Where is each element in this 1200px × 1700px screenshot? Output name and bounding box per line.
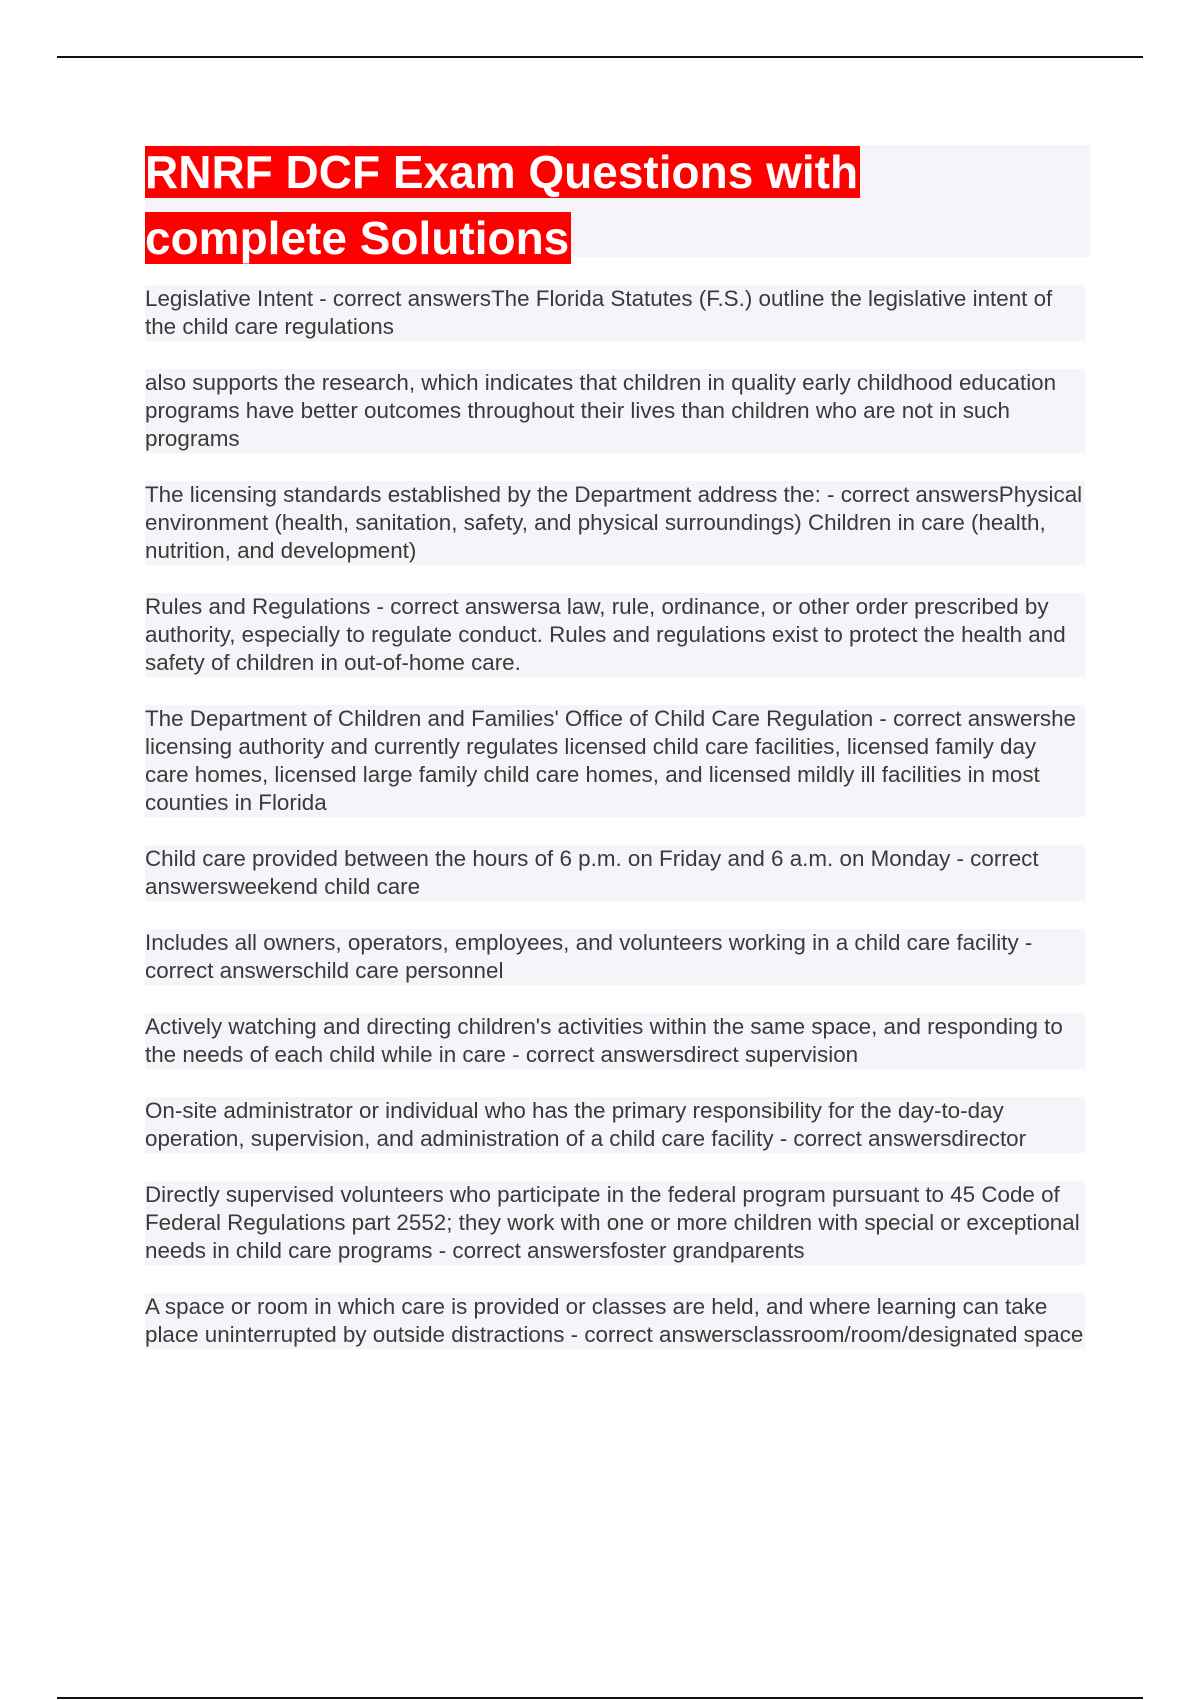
qa-entry: Rules and Regulations - correct answersa law, rule, ordinance, or other order prescribed by authority, especially to regulate conduct. Rules and regulations exist to protect the health and safety of children in out-of-home care. xyxy=(145,593,1085,677)
qa-entry: Child care provided between the hours of 6 p.m. on Friday and 6 a.m. on Monday - correct answersweekend child care xyxy=(145,845,1085,901)
footer-rule xyxy=(57,1697,1143,1699)
qa-entry: Directly supervised volunteers who participate in the federal program pursuant to 45 Code of Federal Regulations part 2552; they work with one or more children with special or exceptional needs in child care programs - correct answersfoster grandparents xyxy=(145,1181,1085,1265)
qa-entry: Includes all owners, operators, employees, and volunteers working in a child care facility - correct answerschild care personnel xyxy=(145,929,1085,985)
qa-entry: The Department of Children and Families' Office of Child Care Regulation - correct answershe licensing authority and currently regulates licensed child care facilities, licensed family day care homes, licensed large family child care homes, and licensed mildly ill facilities in most counties in Florida xyxy=(145,705,1085,817)
qa-entry: Legislative Intent - correct answersThe Florida Statutes (F.S.) outline the legislative intent of the child care regulations xyxy=(145,285,1085,341)
document-title: RNRF DCF Exam Questions with complete Solutions xyxy=(145,146,859,264)
qa-entry: On-site administrator or individual who has the primary responsibility for the day-to-day operation, supervision, and administration of a child care facility - correct answersdirector xyxy=(145,1097,1085,1153)
title-block xyxy=(145,145,1090,264)
header-rule xyxy=(57,56,1143,58)
document-page xyxy=(145,145,1090,1377)
qa-list xyxy=(145,285,1090,1349)
qa-entry: A space or room in which care is provided or classes are held, and where learning can take place uninterrupted by outside distractions - correct answersclassroom/room/designated space xyxy=(145,1294,1084,1347)
qa-entry: Actively watching and directing children's activities within the same space, and responding to the needs of each child while in care - correct answersdirect supervision xyxy=(145,1013,1085,1069)
qa-entry: also supports the research, which indicates that children in quality early childhood education programs have better outcomes throughout their lives than children who are not in such programs xyxy=(145,369,1085,453)
qa-entry: The licensing standards established by the Department address the: - correct answersPhysical environment (health, sanitation, safety, and physical surroundings) Children in care (health, nutrition, and development) xyxy=(145,481,1085,565)
